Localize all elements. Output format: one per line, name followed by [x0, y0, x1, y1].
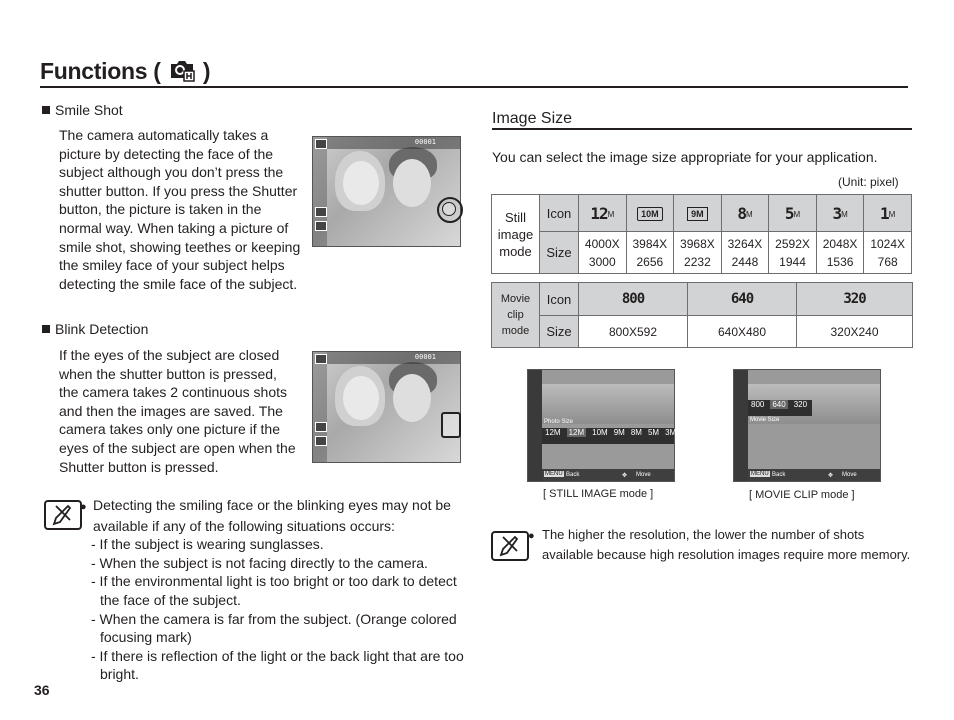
- blink-detection-description: If the eyes of the subject are closed when the shutter button is pressed, the camera takes 2 continuous shots and then the images are saved. The camera takes only one picture if the eyes of the subject are open when the Shutter button is pressed.: [59, 347, 296, 475]
- smile-shot-icon: [437, 197, 463, 223]
- camera-mode-icon: [315, 354, 327, 364]
- still-size-menu: [542, 428, 694, 444]
- movie-size-cell: 640X480: [688, 316, 797, 348]
- blink-detection-heading: Blink Detection: [42, 321, 148, 337]
- still-icon-8m: $8^M$: [721, 195, 769, 232]
- menu-option[interactable]: 320: [793, 400, 808, 409]
- flash-icon: [315, 422, 327, 432]
- menu-option[interactable]: 12M: [545, 428, 561, 437]
- menu-option[interactable]: 8M: [630, 428, 642, 437]
- still-image-caption: [ STILL IMAGE mode ]: [543, 488, 654, 500]
- menu-key-icon: MENU: [545, 471, 563, 477]
- movie-size-menu: [748, 400, 812, 416]
- menu-option-selected[interactable]: 640: [772, 400, 786, 409]
- smile-shot-description: The camera automatically takes a picture by detecting the face of the subject although you don’t press the shutter button. If you press the Shutter button, the picture is taken in the normal way. When taking a picture of smile shot, showing teethes or keeping the smiley face of your subject helps detecting the smile face of the subject.: [59, 127, 301, 292]
- image-size-intro: You can select the image size appropriate for your application.: [492, 149, 878, 165]
- still-icon-1m: $1^M$: [864, 195, 912, 232]
- note-icon: [491, 531, 529, 561]
- still-icon-5m: $5^M$: [769, 195, 817, 232]
- movie-icon-label: Icon: [540, 283, 579, 316]
- still-icon-label: Icon: [540, 195, 579, 232]
- square-bullet-icon: [42, 325, 50, 333]
- menu-option[interactable]: 3M: [665, 428, 677, 437]
- movie-clip-menu-screen: 800 640 320 Movie Size MENU Back ✥ Move: [733, 369, 881, 482]
- smile-shot-photo: 00001: [312, 136, 461, 247]
- still-mode-label: Still image mode: [492, 195, 540, 274]
- camera-function-icon: [169, 58, 195, 88]
- title-divider: [40, 86, 908, 88]
- blink-detection-icon: [441, 412, 461, 438]
- still-icon-12m: $12^M$: [579, 195, 627, 232]
- still-image-menu-screen: Photo Size 12M 12M 10M 9M 8M 5M 3M 1M MENU Back ✥ Move: [527, 369, 675, 482]
- movie-icon-640: 640: [688, 283, 797, 316]
- timer-icon: [315, 221, 327, 231]
- menu-option[interactable]: 10M: [592, 428, 608, 437]
- movie-size-cell: 800X592: [579, 316, 688, 348]
- right-note-text: ● The higher the resolution, the lower the number of shots available because high resolution images require more memory.: [528, 527, 911, 562]
- menu-option[interactable]: 9M: [613, 428, 625, 437]
- flash-icon: [315, 207, 327, 217]
- timer-icon: [315, 436, 327, 446]
- movie-icon-800: 800: [579, 283, 688, 316]
- move-icon: ✥: [622, 473, 628, 479]
- still-size-cell: 3984X 2656: [626, 232, 674, 274]
- still-icon-10m: 10M: [626, 195, 674, 232]
- still-size-cell: 3264X 2448: [721, 232, 769, 274]
- unit-label: (Unit: pixel): [838, 175, 899, 189]
- still-size-cell: 1024X 768: [864, 232, 912, 274]
- menu-option-selected[interactable]: 12M: [568, 428, 585, 437]
- movie-icon-320: 320: [797, 283, 913, 316]
- still-size-cell: 4000X 3000: [579, 232, 627, 274]
- still-image-size-table: [491, 194, 912, 274]
- still-size-label: Size: [540, 232, 579, 274]
- move-icon: ✥: [828, 473, 834, 479]
- menu-option[interactable]: 5M: [647, 428, 660, 437]
- page-number: 36: [34, 682, 50, 698]
- menu-option[interactable]: 800: [751, 400, 765, 409]
- movie-size-cell: 320X240: [797, 316, 913, 348]
- camera-mode-icon: [315, 139, 327, 149]
- movie-mode-label: Movie clip mode: [492, 283, 540, 348]
- still-icon-3m: $3^M$: [816, 195, 864, 232]
- still-icon-9m: 9M: [674, 195, 722, 232]
- smile-shot-heading: Smile Shot: [42, 102, 123, 118]
- image-size-divider: [492, 128, 912, 130]
- note-icon: [44, 500, 82, 530]
- page-title: Functions ( ): [40, 58, 210, 88]
- still-size-cell: 2048X 1536: [816, 232, 864, 274]
- movie-clip-caption: [ MOVIE CLIP mode ]: [749, 489, 855, 501]
- image-size-heading: Image Size: [492, 110, 573, 127]
- blink-detection-photo: 00001: [312, 351, 461, 463]
- menu-option[interactable]: 1M: [682, 428, 694, 437]
- menu-key-icon: MENU: [751, 471, 769, 477]
- movie-size-label: Size: [540, 316, 579, 348]
- left-note-text: ● Detecting the smiling face or the blinking eyes may not be available if any of the following situations occurs: - If the subject is wearing sunglasses. - When the subject is not facing directly to the camera. - If the environmental light is too bright or too dark to detect the face of the subject. - When the camera is far from the subject. (Orange colored focusing mark) - If there is reflection of the light or the back light that are too bright.: [80, 497, 464, 683]
- movie-clip-size-table: [491, 282, 913, 348]
- still-size-cell: 2592X 1944: [769, 232, 817, 274]
- still-size-cell: 3968X 2232: [674, 232, 722, 274]
- square-bullet-icon: [42, 106, 50, 114]
